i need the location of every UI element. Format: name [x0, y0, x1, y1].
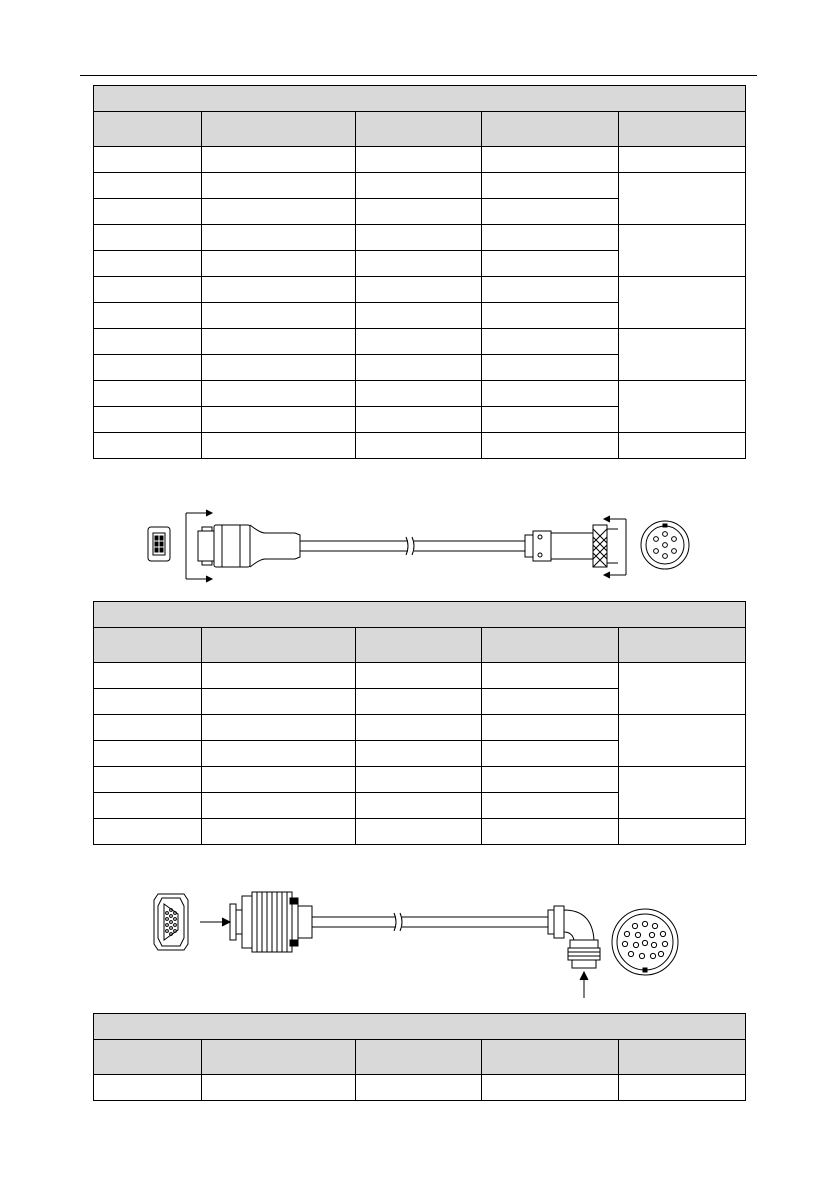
table-cell: [356, 767, 482, 793]
table-row: [94, 663, 746, 689]
table-cell: [482, 303, 619, 329]
table-cell: [94, 329, 202, 355]
table-cell: [202, 715, 356, 741]
table-cell: [619, 381, 746, 433]
dimension-bracket-icon: [186, 510, 212, 582]
table-cell: [619, 767, 746, 819]
column-header: [482, 112, 619, 147]
table-cell: [619, 329, 746, 381]
column-header: [482, 1040, 619, 1075]
table-cell: [619, 277, 746, 329]
table-cell: [356, 173, 482, 199]
table-cell: [94, 741, 202, 767]
table-cell: [202, 199, 356, 225]
circular-connector-end-view-icon: [641, 521, 689, 569]
column-header: [356, 1040, 482, 1075]
table-cell: [356, 819, 482, 845]
table-cell: [202, 819, 356, 845]
table-cell: [619, 663, 746, 715]
table-cell: [202, 433, 356, 459]
table-cell: [94, 251, 202, 277]
table-cell: [94, 407, 202, 433]
table-cell: [482, 251, 619, 277]
table-cell: [202, 251, 356, 277]
table-cell: [482, 1075, 619, 1101]
cable-icon: [300, 537, 525, 555]
table-row: [94, 819, 746, 845]
table-cell: [94, 173, 202, 199]
column-header: [356, 628, 482, 663]
dsub-plug-icon: [230, 892, 312, 952]
column-header: [619, 112, 746, 147]
table-cell: [482, 767, 619, 793]
arrow-icon: [580, 972, 588, 998]
table-cell: [202, 277, 356, 303]
table-row: [94, 433, 746, 459]
table-row: [94, 147, 746, 173]
wiring-table-1: [93, 85, 746, 459]
table-cell: [94, 767, 202, 793]
table-cell: [482, 199, 619, 225]
table-cell: [482, 329, 619, 355]
rectangular-connector-end-view-icon: [148, 527, 170, 561]
table-cell: [202, 225, 356, 251]
table-cell: [619, 715, 746, 767]
column-header: [94, 1040, 202, 1075]
column-header: [619, 628, 746, 663]
table-cell: [202, 793, 356, 819]
table-cell: [356, 433, 482, 459]
circular-multipin-connector-end-view-icon: [612, 909, 678, 975]
table-cell: [202, 303, 356, 329]
table-row: [94, 715, 746, 741]
table-cell: [356, 741, 482, 767]
table-cell: [619, 173, 746, 225]
table-cell: [356, 1075, 482, 1101]
column-header: [619, 1040, 746, 1075]
wiring-table-2: [93, 601, 746, 845]
column-header: [202, 112, 356, 147]
dsub-connector-end-view-icon: [154, 894, 188, 950]
table-cell: [356, 329, 482, 355]
table-cell: [202, 407, 356, 433]
table-cell: [482, 663, 619, 689]
table-cell: [356, 407, 482, 433]
table-cell: [356, 663, 482, 689]
table-cell: [482, 277, 619, 303]
table-cell: [202, 147, 356, 173]
column-header: [202, 1040, 356, 1075]
table-cell: [619, 1075, 746, 1101]
cable-icon: [312, 913, 548, 931]
table-cell: [94, 303, 202, 329]
table-row: [94, 225, 746, 251]
table-cell: [94, 715, 202, 741]
table-cell: [356, 355, 482, 381]
table-cell: [94, 355, 202, 381]
table-cell: [94, 277, 202, 303]
table-cell: [356, 277, 482, 303]
header-rule: [80, 75, 757, 76]
table-cell: [94, 225, 202, 251]
column-header: [482, 628, 619, 663]
small-connector-to-circular-connector-cable-figure: [140, 505, 740, 595]
table-cell: [202, 381, 356, 407]
table-row: [94, 1075, 746, 1101]
table-cell: [619, 433, 746, 459]
table-cell: [482, 381, 619, 407]
table-row: [94, 767, 746, 793]
table-cell: [482, 433, 619, 459]
table-cell: [94, 689, 202, 715]
table-cell: [356, 303, 482, 329]
table-cell: [482, 147, 619, 173]
table-cell: [619, 147, 746, 173]
table-cell: [482, 355, 619, 381]
table-cell: [482, 715, 619, 741]
table-cell: [94, 663, 202, 689]
table-cell: [619, 225, 746, 277]
column-header: [94, 112, 202, 147]
table-cell: [94, 1075, 202, 1101]
table-cell: [482, 689, 619, 715]
table-caption: [94, 602, 746, 628]
table-cell: [202, 329, 356, 355]
table-cell: [482, 793, 619, 819]
column-header: [94, 628, 202, 663]
table-cell: [94, 819, 202, 845]
table-cell: [202, 767, 356, 793]
right-angle-circular-plug-icon: [548, 906, 600, 968]
arrow-icon: [200, 918, 230, 926]
table-cell: [356, 715, 482, 741]
table-cell: [202, 173, 356, 199]
table-cell: [482, 819, 619, 845]
table-cell: [202, 1075, 356, 1101]
table-caption: [94, 86, 746, 112]
table-row: [94, 329, 746, 355]
table-cell: [482, 225, 619, 251]
table-cell: [356, 147, 482, 173]
table-caption: [94, 1014, 746, 1040]
table-cell: [94, 199, 202, 225]
table-cell: [202, 689, 356, 715]
column-header: [202, 628, 356, 663]
circular-plug-icon: [525, 525, 618, 567]
table-row: [94, 277, 746, 303]
table-cell: [202, 741, 356, 767]
table-cell: [482, 173, 619, 199]
table-row: [94, 381, 746, 407]
table-cell: [482, 741, 619, 767]
dsub-to-right-angle-circular-connector-cable-figure: [140, 880, 740, 1000]
table-cell: [619, 819, 746, 845]
table-cell: [356, 225, 482, 251]
table-cell: [94, 381, 202, 407]
table-cell: [94, 793, 202, 819]
table-cell: [202, 355, 356, 381]
table-cell: [356, 793, 482, 819]
table-cell: [356, 689, 482, 715]
table-cell: [94, 147, 202, 173]
table-cell: [94, 433, 202, 459]
wiring-table-3: [93, 1013, 746, 1101]
table-cell: [202, 663, 356, 689]
table-cell: [356, 381, 482, 407]
column-header: [356, 112, 482, 147]
table-row: [94, 173, 746, 199]
table-cell: [356, 251, 482, 277]
rectangular-plug-icon: [198, 525, 300, 567]
table-cell: [482, 407, 619, 433]
table-cell: [356, 199, 482, 225]
